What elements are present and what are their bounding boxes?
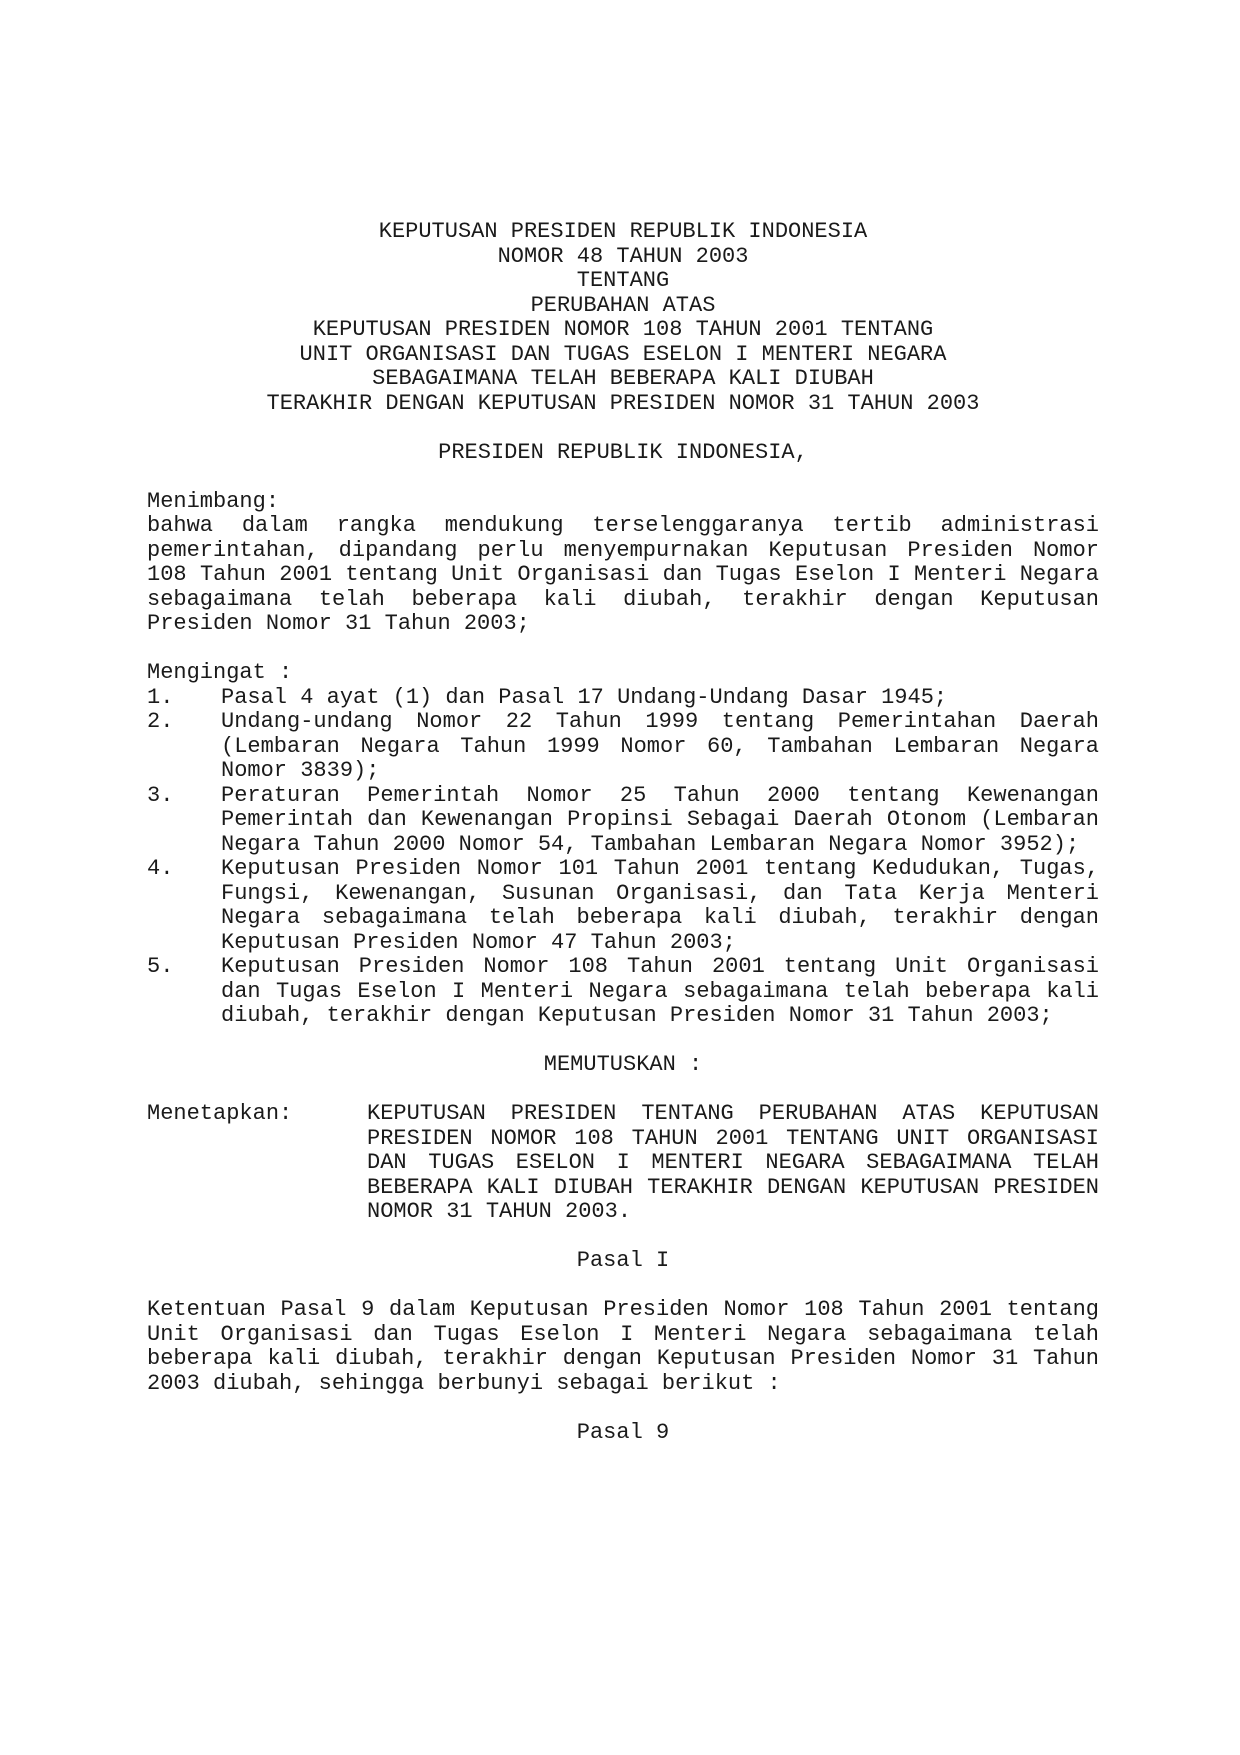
menimbang-section: [147, 490, 1099, 637]
list-item: [147, 710, 1099, 784]
heading-line: TERAKHIR DENGAN KEPUTUSAN PRESIDEN NOMOR 31 TAHUN 2003: [266, 390, 980, 416]
list-item: [147, 857, 1099, 955]
president-line: PRESIDEN REPUBLIK INDONESIA,: [438, 439, 808, 465]
mengingat-section: [147, 661, 1099, 1029]
list-item: [147, 955, 1099, 1029]
menimbang-text: bahwa dalam rangka mendukung terselenggaranya tertib administrasi pemerintahan, dipandang perlu menyempurnakan Keputusan Presiden Nomor 108 Tahun 2001 tentang Unit Organisasi dan Tugas Eselon I Menteri Negara sebagaimana telah beberapa kali diubah, terakhir dengan Keputusan Presiden Nomor 31 Tahun 2003;: [147, 513, 1099, 636]
list-item: [147, 784, 1099, 858]
list-item: [147, 686, 1099, 711]
heading-line: TENTANG: [576, 268, 670, 293]
menetapkan-text: KEPUTUSAN PRESIDEN TENTANG PERUBAHAN ATAS KEPUTUSAN PRESIDEN NOMOR 108 TAHUN 2001 TENTANG UNIT ORGANISASI DAN TUGAS ESELON I MENTERI NEGARA SEBAGAIMANA TELAH BEBERAPA KALI DIUBAH TERAKHIR DENGAN KEPUTUSAN PRESIDEN NOMOR 31 TAHUN 2003.: [367, 1101, 1099, 1224]
pasal-1-title: Pasal I: [576, 1248, 670, 1273]
heading-line: NOMOR 48 TAHUN 2003: [497, 243, 749, 269]
menimbang-label: Menimbang:: [147, 488, 280, 514]
document-heading: [147, 220, 1099, 416]
menetapkan-section: [147, 1102, 1099, 1225]
document-page: [147, 220, 1099, 1445]
pasal-1-text: Ketentuan Pasal 9 dalam Keputusan Presiden Nomor 108 Tahun 2001 tentang Unit Organisasi dan Tugas Eselon I Menteri Negara sebagaimana telah beberapa kali diubah, terakhir dengan Keputusan Presiden Nomor 31 Tahun 2003 diubah, sehingga berbunyi sebagai berikut :: [147, 1297, 1099, 1396]
menetapkan-label: Menetapkan:: [147, 1101, 293, 1126]
heading-line: SEBAGAIMANA TELAH BEBERAPA KALI DIUBAH: [372, 366, 874, 391]
heading-line: UNIT ORGANISASI DAN TUGAS ESELON I MENTERI NEGARA: [299, 341, 947, 367]
list-item-number: 4.: [147, 856, 174, 881]
list-item-number: 2.: [147, 709, 174, 734]
memutuskan-heading: MEMUTUSKAN :: [543, 1052, 703, 1077]
list-item-number: 5.: [147, 954, 174, 979]
heading-line: KEPUTUSAN PRESIDEN REPUBLIK INDONESIA: [378, 219, 868, 244]
list-item-text: Pasal 4 ayat (1) dan Pasal 17 Undang-Undang Dasar 1945;: [221, 684, 948, 710]
list-item-number: 1.: [147, 684, 174, 710]
pasal-9-title: Pasal 9: [576, 1419, 670, 1445]
heading-line: PERUBAHAN ATAS: [530, 292, 716, 318]
mengingat-label: Mengingat :: [147, 660, 293, 685]
list-item-text: Peraturan Pemerintah Nomor 25 Tahun 2000 tentang Kewenangan Pemerintah dan Kewenangan Propinsi Sebagai Daerah Otonom (Lembaran Negara Tahun 2000 Nomor 54, Tambahan Lembaran Negara Nomor 3952);: [221, 782, 1099, 857]
heading-line: KEPUTUSAN PRESIDEN NOMOR 108 TAHUN 2001 TENTANG: [312, 317, 934, 342]
list-item-text: Keputusan Presiden Nomor 101 Tahun 2001 tentang Kedudukan, Tugas, Fungsi, Kewenangan, Susunan Organisasi, dan Tata Kerja Menteri Negara sebagaimana telah beberapa kali diubah, terakhir dengan Keputusan Presiden Nomor 47 Tahun 2003;: [221, 856, 1099, 955]
list-item-number: 3.: [147, 782, 174, 808]
list-item-text: Undang-undang Nomor 22 Tahun 1999 tentang Pemerintahan Daerah (Lembaran Negara Tahun 1999 Nomor 60, Tambahan Lembaran Negara Nomor 3839);: [221, 709, 1099, 783]
list-item-text: Keputusan Presiden Nomor 108 Tahun 2001 tentang Unit Organisasi dan Tugas Eselon I Menteri Negara sebagaimana telah beberapa kali diubah, terakhir dengan Keputusan Presiden Nomor 31 Tahun 2003;: [221, 954, 1099, 1028]
